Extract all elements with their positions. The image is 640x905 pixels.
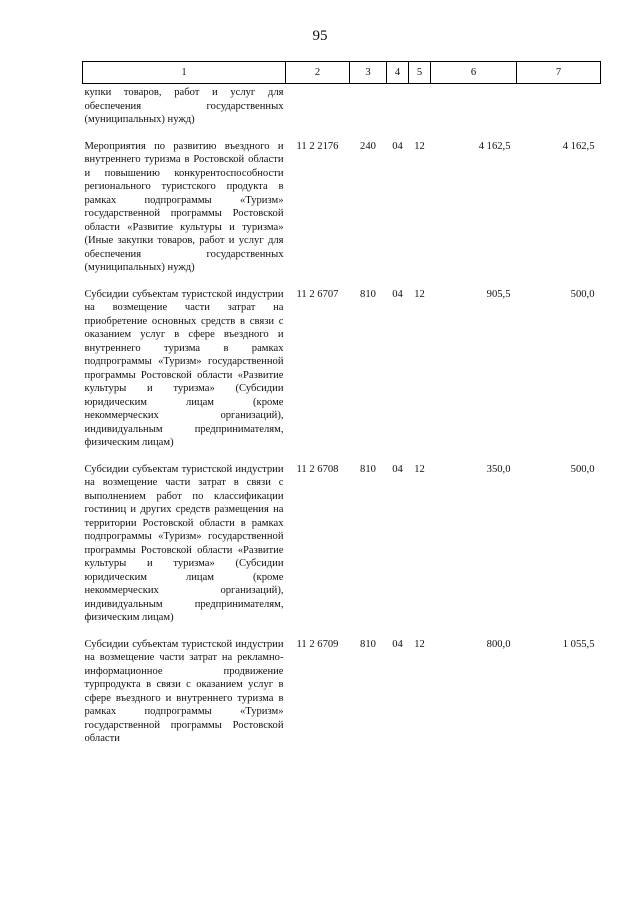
row-amount-2 <box>517 84 601 139</box>
row-name: Субсидии субъектам туристской индустрии на возмещение части затрат в связи с выполнением работ по классификации гостиниц и других средств размещения на территории Ростовской области в рамках подпрограммы «Туризм» государственной программы Ростовской области «Развитие культуры и туризма» (Субсидии юридическим лицам (кроме некоммерческих организаций), индивидуальным предпринимателям, физическим лицам) <box>84 463 284 623</box>
table-row <box>83 139 601 287</box>
row-subsection: 12 <box>414 638 425 650</box>
row-amount-1 <box>431 84 517 139</box>
row-subsection: 12 <box>414 463 425 475</box>
row-expense-type: 810 <box>360 638 376 650</box>
row-subsection <box>409 84 431 139</box>
row-section <box>387 84 409 139</box>
header-col-4: 4 <box>387 62 409 84</box>
row-section: 04 <box>392 638 403 650</box>
row-target-code: 11 2 6708 <box>296 463 339 475</box>
row-amount-1: 905,5 <box>486 288 511 300</box>
row-target-code: 11 2 6707 <box>296 288 339 300</box>
table-header-row <box>83 62 601 84</box>
row-section: 04 <box>392 288 403 300</box>
row-amount-1: 4 162,5 <box>478 140 511 152</box>
row-target-code: 11 2 2176 <box>296 140 339 152</box>
row-amount-2: 4 162,5 <box>562 140 595 152</box>
row-target-code <box>286 84 350 139</box>
header-col-5: 5 <box>409 62 431 84</box>
header-col-7: 7 <box>517 62 601 84</box>
row-name: Субсидии субъектам туристской индустрии на возмещение части затрат на приобретение основных средств в связи с оказанием услуг в сфере въездного и внутреннего туризма в рамках подпрограммы «Туризм» государственной программы Ростовской области «Развитие культуры и туризма» (Субсидии юридическим лицам (кроме некоммерческих организаций), индивидуальным предпринимателям, физическим лицам) <box>84 288 284 448</box>
row-expense-type: 810 <box>360 463 376 475</box>
row-amount-2: 500,0 <box>570 288 595 300</box>
row-subsection: 12 <box>414 140 425 152</box>
row-name: Мероприятия по развитию въездного и внутреннего туризма в Ростовской области и повышению конкурентоспособности регионального туристского продукта в рамках подпрограммы «Туризм» государственной программы Ростовской области «Развитие культуры и туризма» (Иные закупки товаров, работ и услуг для обеспечения государственных (муниципальных) нужд) <box>84 140 284 273</box>
table-row <box>83 84 601 139</box>
page-number: 95 <box>312 28 328 44</box>
table-row <box>83 637 601 758</box>
table-row <box>83 287 601 462</box>
row-name: Субсидии субъектам туристской индустрии на возмещение части затрат на рекламно-информационное продвижение турпродукта в связи с оказанием услуг в сфере въездного и внутреннего туризма в рамках подпрограммы «Туризм» государственной программы Ростовской области <box>84 638 284 744</box>
header-col-6: 6 <box>431 62 517 84</box>
row-subsection: 12 <box>414 288 425 300</box>
row-amount-1: 350,0 <box>486 463 511 475</box>
header-col-3: 3 <box>350 62 387 84</box>
row-target-code: 11 2 6709 <box>296 638 339 650</box>
row-section: 04 <box>392 140 403 152</box>
row-amount-1: 800,0 <box>486 638 511 650</box>
header-col-2: 2 <box>286 62 350 84</box>
table-row <box>83 462 601 637</box>
row-amount-2: 1 055,5 <box>562 638 595 650</box>
row-name: купки товаров, работ и услуг для обеспечения государственных (муниципальных) нужд) <box>84 87 284 125</box>
row-expense-type: 810 <box>360 288 376 300</box>
row-expense-type: 240 <box>360 140 376 152</box>
header-col-1: 1 <box>83 62 286 84</box>
row-amount-2: 500,0 <box>570 463 595 475</box>
budget-table <box>82 61 601 758</box>
row-section: 04 <box>392 463 403 475</box>
row-expense-type <box>350 84 387 139</box>
